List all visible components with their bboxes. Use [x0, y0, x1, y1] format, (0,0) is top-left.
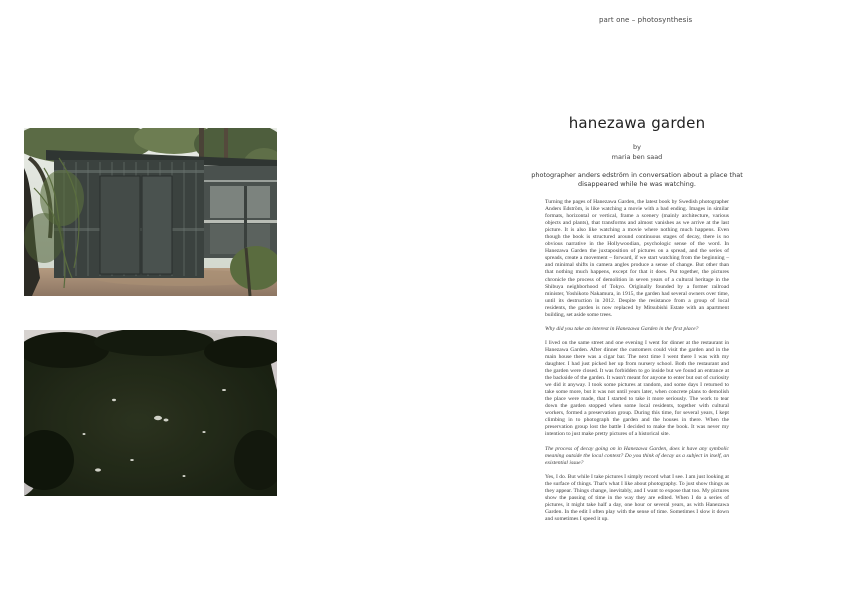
byline-by: by: [633, 143, 641, 151]
dark-pond-image: [24, 330, 277, 496]
article-intro: Turning the pages of Hanezawa Garden, the latest book by Swedish photographer Anders Edström, is like watching a movie with a bad ending. Images in similar formats, horizontal or vertical, frame a scenery (mainly architecture, various objects and plants), that transforms and almost vanishes as we arrive at the last picture. It is also like watching a movie where nothing much happens. Even though the book is structured around continuous stages of decay, there is no obvious narrative in the Hollywoodian, psychologic sense of the word. In Hanezawa Garden the juxtaposition of pictures on a spread, and the series of spreads, create a movement – forward, if we start watching from the beginning – and minimal shifts in camera angles produce a sense of change. But other than that nothing much happens, except for that it does. Put together, the pictures chronicle the process of demolition in seven years of a cultural heritage in the Shibuya neighborhood of Tokyo. Originally founded by a former railroad minister, Yoshikoto Nakamura, in 1915, the garden had several owners over time, until its destruction in 2012. Despite the resistance from a group of local residents, the garden is now replaced by Mitsubishi Estate with an apartment building, set aside some trees.: [545, 199, 729, 318]
interview-question-2: The process of decay going on in Hanezawa Garden, does it have any symbolic meaning outside the local context? Do you think of decay as a subject in itself, an existential issue?: [545, 445, 729, 466]
article-subtitle: photographer anders edström in conversation about a place that disappeared while he was watching.: [531, 171, 743, 188]
article-header: [521, 114, 753, 189]
interview-question-1: Why did you take an interest in Hanezawa Garden in the first place?: [545, 325, 699, 332]
garden-shed-image: [24, 128, 277, 296]
interview-answer-1: I lived on the same street and one evening I went for dinner at the restaurant in Hanezawa Garden. After dinner the customers could visit the garden and in the main house there was a cigar bar. The next time I went there I was with my daughter. I had just picked her up from nursery school. Both the restaurant and the garden were closed. It was forbidden to go inside but we found an entrance at the backside of the garden. It wasn't meant for anyone to enter but out of curiosity we did it anyway. I took some pictures at random, and some days I returned to take some more, but it was not until years later, when concrete plans to demolish the place were made, that I started to take it more seriously. The work to tear down the garden stopped when some local residents, together with cultural workers, formed a preservation group. During this time, for several years, I kept climbing in to photograph the garden and the houses in there. When the preservation group lost the battle I decided to make the book. It was never my intention to just make pretty pictures of a historical site.: [545, 339, 729, 438]
section-label: part one – photosynthesis: [599, 16, 693, 24]
garden-shed-photo: [24, 128, 277, 296]
article-body: [545, 199, 729, 530]
dark-pond-photo: [24, 330, 277, 496]
interview-answer-2: Yes, I do. But while I take pictures I simply record what I see. I am just looking at the surface of things. That's what I like about photography. To just show things as they appear. Things change, inevitably, and I want to expose that too. My pictures show the passing of time in the way they are edited. When I do a series of pictures, it might take half a day, one hour or several years, as with Hanezawa Garden. In the edit I often play with the sense of time. Sometimes I slow it down and sometimes I speed it up.: [545, 473, 729, 522]
byline-author: maria ben saad: [611, 153, 663, 161]
article-title: hanezawa garden: [568, 114, 706, 132]
